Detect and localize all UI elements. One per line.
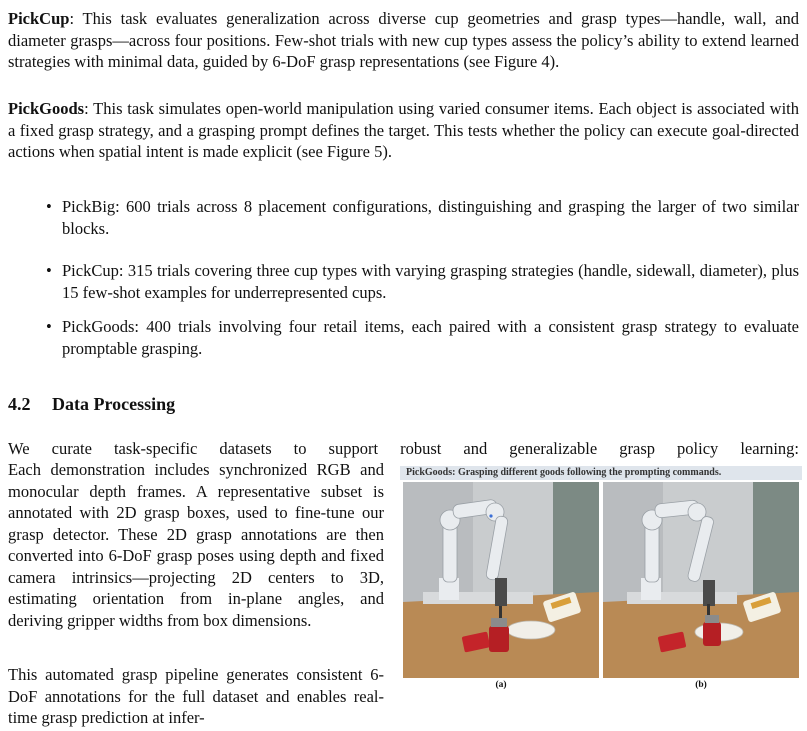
figure-header: PickGoods: Grasping different goods following the prompting commands. (400, 466, 802, 480)
paragraph-pickgoods (8, 98, 799, 163)
figure-label-b: (b) (695, 680, 707, 690)
list-item: • PickBig: 600 trials across 8 placement configurations, distinguishing and grasping the larger of two similar blocks. (46, 197, 799, 238)
section-number: 4.2 (8, 394, 31, 414)
term-pickcup: PickCup (8, 9, 70, 28)
paragraph-pickgoods-text: : This task simulates open-world manipulation using varied consumer items. Each object is associated with a fixed grasp strategy, and a grasping prompt defines the target. This tests whether the policy can execute goal-directed actions when spatial intent is made explicit (see Figure 5). (8, 99, 799, 161)
figure-pickgoods (400, 466, 802, 694)
figure-label-a: (a) (495, 680, 507, 690)
body-column-text: Each demonstration includes synchronized RGB and monocular depth frames. A representative subset is annotated with 2D grasp boxes, used to fine-tune our grasp detector. These 2D grasp annotations are then converted into 6-DoF grasp poses using depth and fixed camera intrinsics—projecting 2D centers to 3D, estimating orientation from in-plane angles, and deriving gripper widths from box dimensions. (8, 460, 384, 630)
body-first-line: We curate task-specific datasets to support robust and generalizable grasp policy learning: (8, 439, 799, 458)
robot-scene-b-image (603, 482, 799, 678)
list-item: • PickGoods: 400 trials involving four retail items, each paired with a consistent grasp strategy to evaluate promptable grasping. (46, 317, 799, 358)
body-column-text-continued: This automated grasp pipeline generates consistent 6-DoF annotations for the full dataset and enables real-time grasp prediction at infer- (8, 665, 384, 727)
list-item-text: PickCup: 315 trials covering three cup types with varying grasping strategies (handle, sidewall, diameter), plus 15 few-shot examples for underrepresented cups. (62, 261, 799, 302)
figure-panel-b (603, 482, 799, 678)
paragraph-pickcup-text: : This task evaluates generalization across diverse cup geometries and grasp types—handle, wall, and diameter grasps—across four positions. Few-shot trials with new cup types assess the policy’s ability to extend learned strategies with minimal data, guided by 6-DoF grasp representations (see Figure 4). (8, 9, 799, 71)
paragraph-pickcup (8, 8, 799, 73)
list-item-text: PickBig: 600 trials across 8 placement configurations, distinguishing and grasping the larger of two similar blocks. (62, 197, 799, 238)
section-heading (8, 394, 175, 415)
figure-panel-a (403, 482, 599, 678)
term-pickgoods: PickGoods (8, 99, 85, 118)
list-item: • PickCup: 315 trials covering three cup types with varying grasping strategies (handle, sidewall, diameter), plus 15 few-shot examples for underrepresented cups. (46, 261, 799, 302)
robot-scene-a-image (403, 482, 599, 678)
section-title: Data Processing (52, 394, 176, 414)
list-item-text: PickGoods: 400 trials involving four retail items, each paired with a consistent grasp strategy to evaluate promptable grasping. (62, 317, 799, 358)
